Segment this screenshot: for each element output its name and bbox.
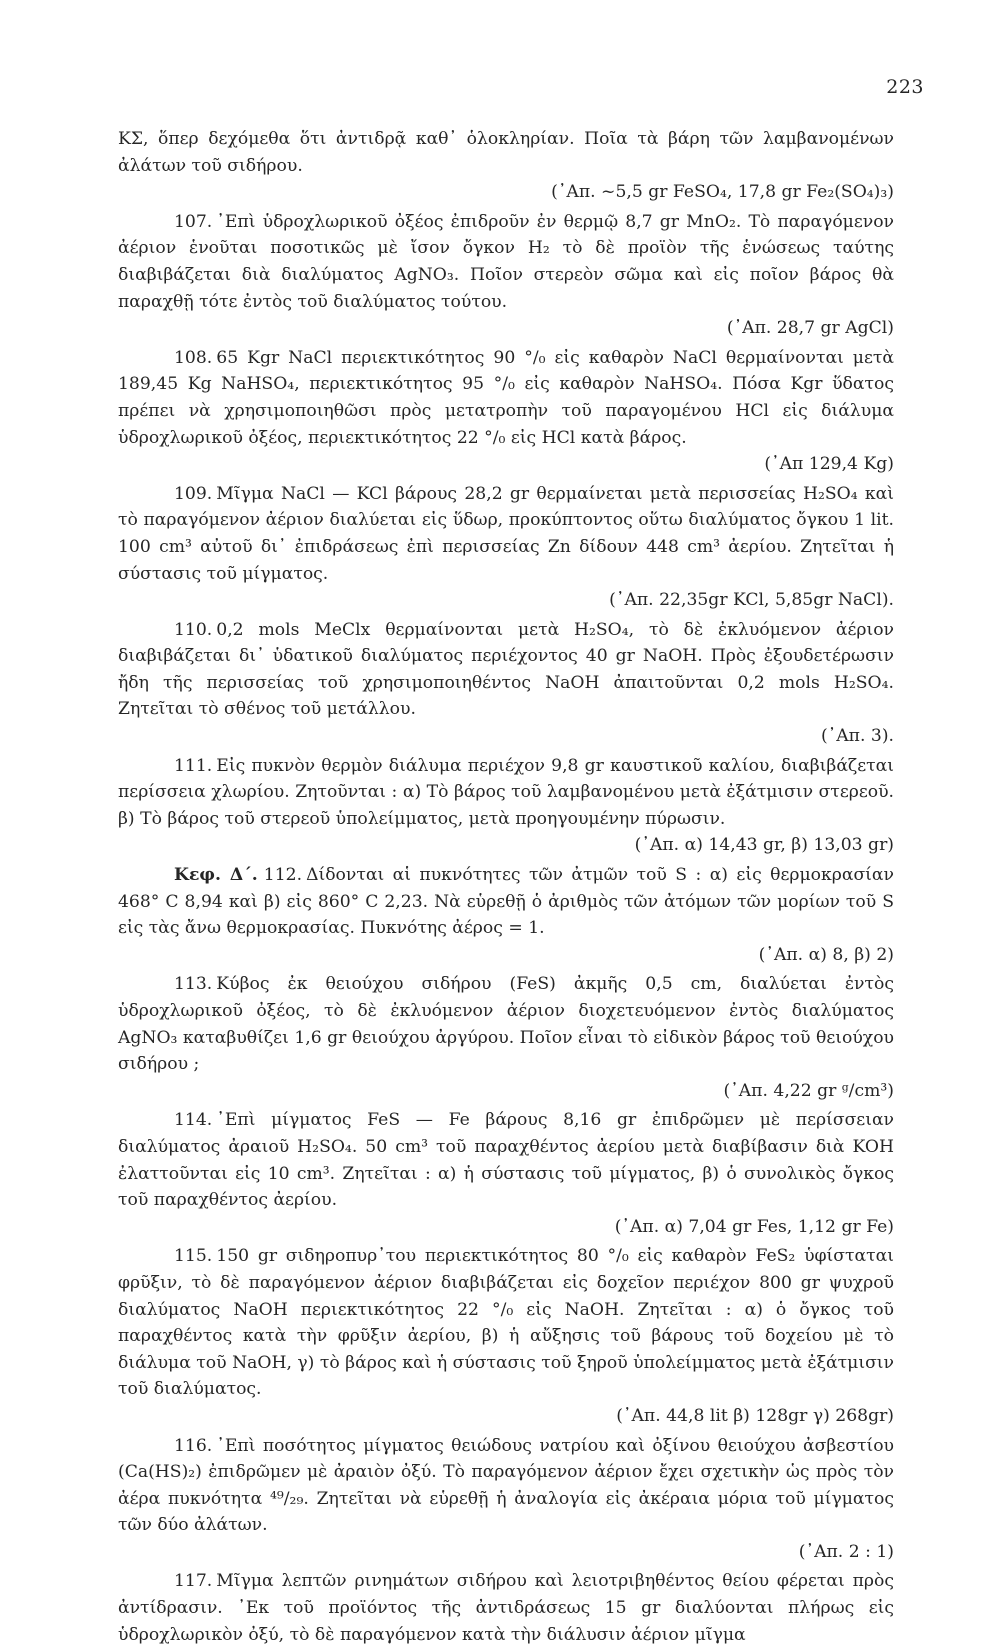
problem-number: 107. — [174, 211, 213, 232]
problem-number: 111. — [174, 755, 213, 776]
problem-text: 150 gr σιδηροπυρ᾽του περιεκτικότητος 80 °/₀ εἰς καθαρὸν FeS₂ ὑφίσταται φρῦξιν, τὸ δὲ παραγόμενον ἀέριον διαβιβάζεται εἰς δοχεῖον περιέχον 800 gr ψυχροῦ διαλύματος NaOH περιεκτικότητος 22 °/₀ εἰς NaOH. Ζητεῖται : α) ὁ ὄγκος τοῦ παραχθέντος κατὰ τὴν φρῦξιν ἀερίου, β) ἡ αὔξησις τοῦ βάρους τοῦ δοχείου μὲ τὸ διάλυμα τοῦ NaOH, γ) τὸ βάρος καὶ ἡ σύστασις τοῦ ξηροῦ ὑπολείμματος μετὰ ἐξάτμισιν τοῦ διαλύματος. — [118, 1246, 894, 1400]
paragraph-intro — [118, 126, 894, 179]
problem-text: Εἰς πυκνὸν θερμὸν διάλυμα περιέχον 9,8 gr καυστικοῦ καλίου, διαβιβάζεται περίσσεια χλωρίου. Ζητοῦνται : α) Τὸ βάρος τοῦ λαμβανομένου μετὰ ἐξάτμισιν στερεοῦ. β) Τὸ βάρος τοῦ στερεοῦ ὑπολείμματος, μετὰ προηγουμένην πύρωσιν. — [118, 755, 894, 829]
problem-text: Μῖγμα NaCl — KCl βάρους 28,2 gr θερμαίνεται μετὰ περισσείας H₂SO₄ καὶ τὸ παραγόμενον ἀέριον διαλύεται εἰς ὕδωρ, προκύπτοντος οὕτω διαλύματος ὄγκου 1 lit. 100 cm³ αὐτοῦ δι᾽ ἐπιδράσεως ἐπὶ περισσείας Zn δίδουν 448 cm³ ἀερίου. Ζητεῖται ἡ σύστασις τοῦ μίγματος. — [118, 483, 894, 584]
problem-number: 114. — [174, 1110, 213, 1131]
chapter-label: Κεφ. Δ΄. — [174, 865, 258, 886]
answer-intro: (᾽Απ. ~5,5 gr FeSO₄, 17,8 gr Fe₂(SO₄)₃) — [551, 182, 894, 203]
answer-111: (᾽Απ. α) 14,43 gr, β) 13,03 gr) — [634, 835, 894, 856]
problem-number: 117. — [174, 1571, 213, 1592]
problem-117 — [118, 1568, 894, 1648]
problem-text: ᾽Επὶ ὑδροχλωρικοῦ ὀξέος ἐπιδροῦν ἐν θερμῷ 8,7 gr MnO₂. Τὸ παραγόμενον ἀέριον ἑνοῦται ποσοτικῶς μὲ ἴσον ὄγκον H₂ τὸ δὲ προϊὸν τῆς ἑνώσεως ταύτης διαβιβάζεται διὰ διαλύματος AgNO₃. Ποῖον στερεὸν σῶμα καὶ εἰς ποῖον βάρος θὰ παραχθῇ τότε ἐντὸς τοῦ διαλύματος τούτου. — [118, 211, 894, 312]
problem-110 — [118, 617, 894, 723]
answer-112: (᾽Απ. α) 8, β) 2) — [758, 944, 894, 965]
problem-109 — [118, 481, 894, 587]
answer-108: (᾽Απ 129,4 Kg) — [764, 454, 894, 475]
answer-110: (᾽Απ. 3). — [820, 726, 894, 747]
paragraph-text: ΚΣ, ὅπερ δεχόμεθα ὅτι ἀντιδρᾷ καθ᾽ ὁλοκληρίαν. Ποῖα τὰ βάρη τῶν λαμβανομένων ἀλάτων τοῦ σιδήρου. — [118, 129, 894, 176]
page-body — [118, 126, 894, 1648]
answer-113: (᾽Απ. 4,22 gr ᵍ/cm³) — [723, 1080, 894, 1101]
answer-116: (᾽Απ. 2 : 1) — [798, 1541, 894, 1562]
page-number: 223 — [886, 76, 924, 98]
problem-107 — [118, 209, 894, 315]
problem-112 — [118, 862, 894, 942]
problem-111 — [118, 753, 894, 833]
problem-number: 112. — [263, 865, 303, 886]
problem-text: Δίδονται αἱ πυκνότητες τῶν ἀτμῶν τοῦ S : α) εἰς θερμοκρασίαν 468° C 8,94 καὶ β) εἰς 860° C 2,23. Νὰ εὑρεθῇ ὁ ἀριθμὸς τῶν ἀτόμων τῶν μορίων τοῦ S εἰς τὰς ἄνω θερμοκρασίας. Πυκνότης ἀέρος = 1. — [118, 865, 894, 939]
problem-text: Μῖγμα λεπτῶν ρινημάτων σιδήρου καὶ λειοτριβηθέντος θείου φέρεται πρὸς ἀντίδρασιν. ᾽Εκ τοῦ προϊόντος τῆς ἀντιδράσεως 15 gr διαλύονται πλήρως εἰς ὑδροχλωρικὸν ὀξύ, τὸ δὲ παραγόμενον κατὰ τὴν διάλυσιν ἀέριον μῖγμα — [118, 1571, 894, 1645]
answer-115: (᾽Απ. 44,8 lit β) 128gr γ) 268gr) — [616, 1405, 894, 1426]
problem-number: 110. — [174, 619, 213, 640]
problem-number: 108. — [174, 347, 213, 368]
problem-text: ᾽Επὶ μίγματος FeS — Fe βάρους 8,16 gr ἐπιδρῶμεν μὲ περίσσειαν διαλύματος ἀραιοῦ H₂SO₄. 50 cm³ τοῦ παραχθέντος ἀερίου μετὰ διαβίβασιν διὰ KOH ἐλαττοῦνται εἰς 10 cm³. Ζητεῖται : α) ἡ σύστασις τοῦ μίγματος, β) ὁ συνολικὸς ὄγκος τοῦ παραχθέντος ἀερίου. — [118, 1110, 894, 1211]
answer-107: (᾽Απ. 28,7 gr AgCl) — [726, 318, 894, 339]
problem-number: 115. — [174, 1246, 213, 1267]
problem-116 — [118, 1433, 894, 1539]
problem-108 — [118, 345, 894, 451]
problem-113 — [118, 971, 894, 1077]
answer-109: (᾽Απ. 22,35gr KCl, 5,85gr NaCl). — [609, 590, 894, 611]
answer-114: (᾽Απ. α) 7,04 gr Fes, 1,12 gr Fe) — [614, 1216, 894, 1237]
problem-number: 113. — [174, 974, 213, 995]
problem-text: ᾽Επὶ ποσότητος μίγματος θειώδους νατρίου καὶ ὀξίνου θειούχου ἀσβεστίου (Ca(HS)₂) ἐπιδρῶμεν μὲ ἀραιὸν ὀξύ. Τὸ παραγόμενον ἀέριον ἔχει σχετικὴν ὡς πρὸς τὸν ἀέρα πυκνότητα ⁴⁹/₂₉. Ζητεῖται νὰ εὑρεθῇ ἡ ἀναλογία εἰς ἀκέραια μόρια τοῦ μίγματος τῶν δύο ἀλάτων. — [118, 1435, 894, 1536]
problem-text: Κύβος ἐκ θειούχου σιδήρου (FeS) ἀκμῆς 0,5 cm, διαλύεται ἐντὸς ὑδροχλωρικοῦ ὀξέος, τὸ δὲ ἐκλυόμενον ἀέριον διοχετευόμενον ἐντὸς διαλύματος AgNO₃ καταβυθίζει 1,6 gr θειούχου ἀργύρου. Ποῖον εἶναι τὸ εἰδικὸν βάρος τοῦ θειούχου σιδήρου ; — [118, 974, 894, 1075]
problem-text: 0,2 mols MeClx θερμαίνονται μετὰ H₂SO₄, τὸ δὲ ἐκλυόμενον ἀέριον διαβιβάζεται δι᾽ ὑδατικοῦ διαλύματος περιέχοντος 40 gr NaOH. Πρὸς ἐξουδετέρωσιν ἤδη τῆς περισσείας τοῦ χρησιμοποιηθέντος NaOH ἀπαιτοῦνται 0,2 mols H₂SO₄. Ζητεῖται τὸ σθένος τοῦ μετάλλου. — [118, 619, 894, 720]
problem-number: 116. — [174, 1435, 213, 1456]
problem-number: 109. — [174, 483, 213, 504]
problem-114 — [118, 1107, 894, 1213]
problem-115 — [118, 1243, 894, 1403]
problem-text: 65 Kgr NaCl περιεκτικότητος 90 °/₀ εἰς καθαρὸν NaCl θερμαίνονται μετὰ 189,45 Kg NaHSO₄, περιεκτικότητος 95 °/₀ εἰς καθαρὸν NaHSO₄. Πόσα Kgr ὕδατος πρέπει νὰ χρησιμοποιηθῶσι πρὸς μετατροπὴν τοῦ παραγομένου HCl εἰς διάλυμα ὑδροχλωρικοῦ ὀξέος, περιεκτικότητος 22 °/₀ εἰς HCl κατὰ βάρος. — [118, 347, 894, 448]
